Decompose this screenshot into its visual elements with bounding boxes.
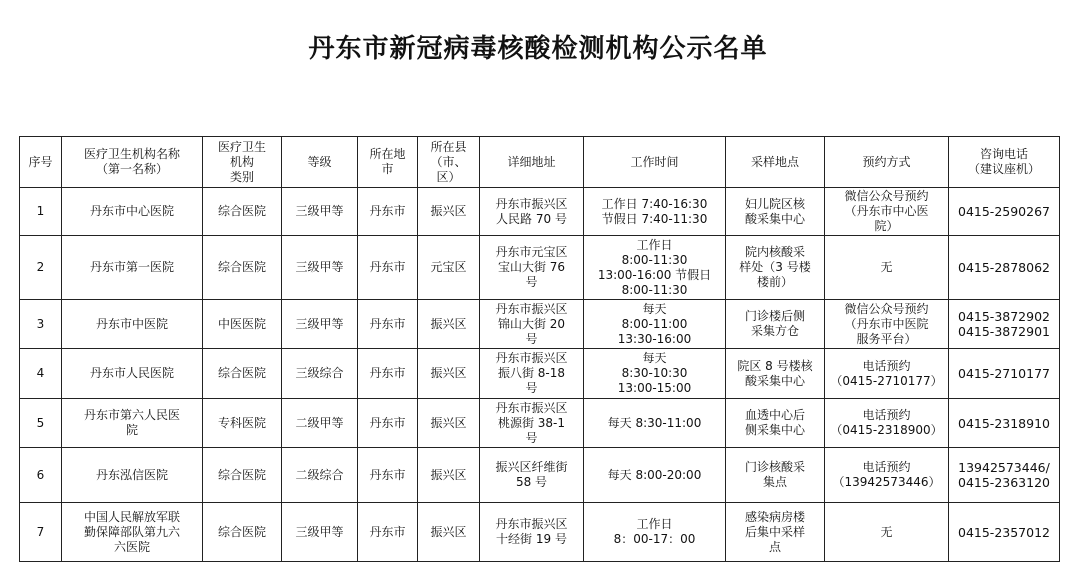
cell-name: 丹东市中医院 bbox=[62, 300, 203, 349]
institution-table bbox=[19, 136, 1060, 562]
table-row bbox=[20, 448, 1060, 503]
cell-category: 综合医院 bbox=[203, 188, 282, 236]
cell-booking: 电话预约 （0415-2318900） bbox=[825, 399, 949, 448]
cell-address: 丹东市振兴区 桃源街 38-1 号 bbox=[480, 399, 584, 448]
header-cell-category: 医疗卫生 机构 类别 bbox=[203, 137, 282, 188]
cell-category: 专科医院 bbox=[203, 399, 282, 448]
cell-phone: 0415-2590267 bbox=[949, 188, 1060, 236]
cell-phone: 0415-2710177 bbox=[949, 349, 1060, 399]
cell-booking: 微信公众号预约 （丹东市中心医 院） bbox=[825, 188, 949, 236]
cell-index: 7 bbox=[20, 503, 62, 562]
cell-index: 3 bbox=[20, 300, 62, 349]
cell-site: 妇儿院区核 酸采集中心 bbox=[726, 188, 825, 236]
table-row bbox=[20, 300, 1060, 349]
cell-address: 丹东市振兴区 十经街 19 号 bbox=[480, 503, 584, 562]
cell-phone: 0415-2318910 bbox=[949, 399, 1060, 448]
cell-index: 4 bbox=[20, 349, 62, 399]
cell-site: 门诊楼后侧 采集方仓 bbox=[726, 300, 825, 349]
cell-site: 血透中心后 侧采集中心 bbox=[726, 399, 825, 448]
header-cell-level: 等级 bbox=[282, 137, 358, 188]
cell-hours: 每天 8:00-20:00 bbox=[584, 448, 726, 503]
cell-category: 综合医院 bbox=[203, 503, 282, 562]
cell-district: 振兴区 bbox=[418, 503, 480, 562]
cell-name: 丹东泓信医院 bbox=[62, 448, 203, 503]
cell-hours: 每天 8:30-11:00 bbox=[584, 399, 726, 448]
cell-hours: 工作日 8:00-11:30 13:00-16:00 节假日 8:00-11:30 bbox=[584, 236, 726, 300]
header-cell-phone: 咨询电话 （建议座机） bbox=[949, 137, 1060, 188]
cell-hours: 工作日 7:40-16:30 节假日 7:40-11:30 bbox=[584, 188, 726, 236]
cell-city: 丹东市 bbox=[358, 448, 418, 503]
cell-name: 丹东市人民医院 bbox=[62, 349, 203, 399]
cell-index: 6 bbox=[20, 448, 62, 503]
cell-booking: 微信公众号预约 （丹东市中医院 服务平台） bbox=[825, 300, 949, 349]
header-cell-booking: 预约方式 bbox=[825, 137, 949, 188]
cell-site: 门诊核酸采 集点 bbox=[726, 448, 825, 503]
header-cell-index: 序号 bbox=[20, 137, 62, 188]
cell-city: 丹东市 bbox=[358, 349, 418, 399]
cell-phone: 13942573446/ 0415-2363120 bbox=[949, 448, 1060, 503]
cell-site: 感染病房楼 后集中采样 点 bbox=[726, 503, 825, 562]
cell-level: 二级甲等 bbox=[282, 399, 358, 448]
header-cell-site: 采样地点 bbox=[726, 137, 825, 188]
header-cell-hours: 工作时间 bbox=[584, 137, 726, 188]
cell-booking: 无 bbox=[825, 503, 949, 562]
cell-address: 丹东市振兴区 振八街 8-18 号 bbox=[480, 349, 584, 399]
header-cell-district: 所在县 （市、 区） bbox=[418, 137, 480, 188]
cell-category: 综合医院 bbox=[203, 349, 282, 399]
cell-name: 中国人民解放军联 勤保障部队第九六 六医院 bbox=[62, 503, 203, 562]
cell-level: 二级综合 bbox=[282, 448, 358, 503]
cell-phone: 0415-3872902 0415-3872901 bbox=[949, 300, 1060, 349]
cell-index: 5 bbox=[20, 399, 62, 448]
page-title: 丹东市新冠病毒核酸检测机构公示名单 bbox=[308, 34, 768, 64]
cell-hours: 每天 8:30-10:30 13:00-15:00 bbox=[584, 349, 726, 399]
cell-district: 振兴区 bbox=[418, 349, 480, 399]
cell-district: 振兴区 bbox=[418, 448, 480, 503]
cell-category: 综合医院 bbox=[203, 236, 282, 300]
cell-name: 丹东市第一医院 bbox=[62, 236, 203, 300]
cell-category: 中医医院 bbox=[203, 300, 282, 349]
cell-address: 丹东市振兴区 人民路 70 号 bbox=[480, 188, 584, 236]
cell-district: 振兴区 bbox=[418, 300, 480, 349]
cell-hours: 工作日 8：00-17：00 bbox=[584, 503, 726, 562]
cell-city: 丹东市 bbox=[358, 188, 418, 236]
cell-name: 丹东市第六人民医 院 bbox=[62, 399, 203, 448]
cell-hours: 每天 8:00-11:00 13:30-16:00 bbox=[584, 300, 726, 349]
cell-city: 丹东市 bbox=[358, 300, 418, 349]
header-cell-city: 所在地 市 bbox=[358, 137, 418, 188]
cell-address: 振兴区纤维街 58 号 bbox=[480, 448, 584, 503]
header-cell-address: 详细地址 bbox=[480, 137, 584, 188]
cell-phone: 0415-2878062 bbox=[949, 236, 1060, 300]
cell-phone: 0415-2357012 bbox=[949, 503, 1060, 562]
cell-level: 三级甲等 bbox=[282, 503, 358, 562]
cell-index: 2 bbox=[20, 236, 62, 300]
cell-site: 院内核酸采 样处（3 号楼 楼前） bbox=[726, 236, 825, 300]
cell-district: 振兴区 bbox=[418, 188, 480, 236]
cell-address: 丹东市振兴区 锦山大街 20 号 bbox=[480, 300, 584, 349]
cell-level: 三级甲等 bbox=[282, 300, 358, 349]
cell-booking: 电话预约 （0415-2710177） bbox=[825, 349, 949, 399]
table-row bbox=[20, 503, 1060, 562]
table-row bbox=[20, 188, 1060, 236]
cell-district: 元宝区 bbox=[418, 236, 480, 300]
header-cell-name: 医疗卫生机构名称 （第一名称） bbox=[62, 137, 203, 188]
cell-booking: 无 bbox=[825, 236, 949, 300]
table-row bbox=[20, 236, 1060, 300]
cell-city: 丹东市 bbox=[358, 399, 418, 448]
cell-level: 三级甲等 bbox=[282, 236, 358, 300]
cell-category: 综合医院 bbox=[203, 448, 282, 503]
cell-district: 振兴区 bbox=[418, 399, 480, 448]
cell-booking: 电话预约 （13942573446） bbox=[825, 448, 949, 503]
cell-level: 三级甲等 bbox=[282, 188, 358, 236]
cell-city: 丹东市 bbox=[358, 236, 418, 300]
cell-index: 1 bbox=[20, 188, 62, 236]
cell-level: 三级综合 bbox=[282, 349, 358, 399]
cell-site: 院区 8 号楼核 酸采集中心 bbox=[726, 349, 825, 399]
cell-name: 丹东市中心医院 bbox=[62, 188, 203, 236]
cell-address: 丹东市元宝区 宝山大街 76 号 bbox=[480, 236, 584, 300]
table-row bbox=[20, 399, 1060, 448]
table-row bbox=[20, 349, 1060, 399]
table-header-row bbox=[20, 137, 1060, 188]
cell-city: 丹东市 bbox=[358, 503, 418, 562]
